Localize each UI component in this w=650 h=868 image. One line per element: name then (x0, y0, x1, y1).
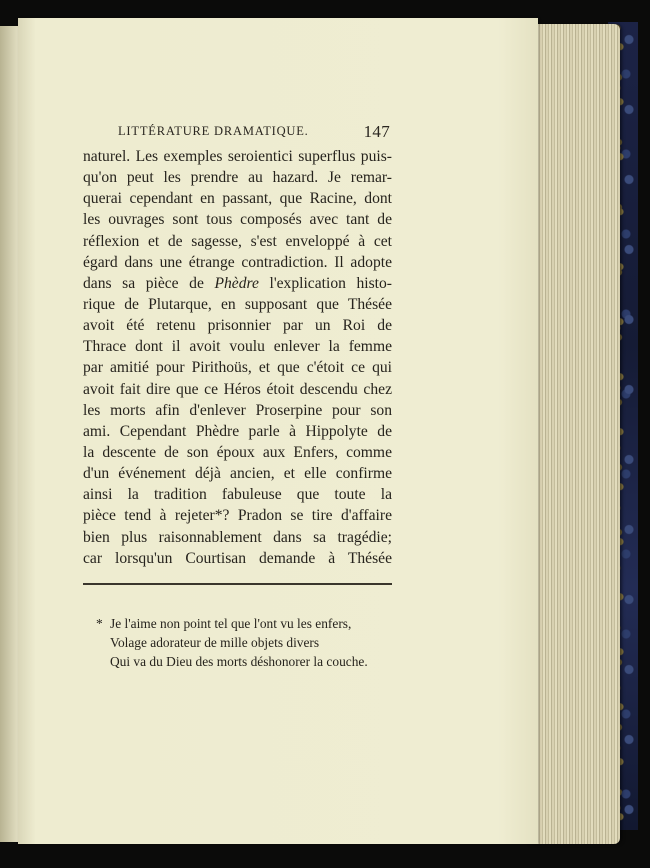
text-line: par amitié pour Pirithoüs, et que c'étoit ce qui (83, 359, 392, 377)
text-line: avoit été retenu prisonnier par un Roi de (83, 317, 392, 335)
text-line: la descente de son époux aux Enfers, comme (83, 443, 392, 461)
footnote-rule (83, 583, 392, 585)
running-head (118, 122, 390, 142)
previous-page-edge (0, 26, 20, 842)
text-line: bien plus raisonnablement dans sa tragédie; (83, 528, 392, 546)
text-line: réflexion et de sagesse, s'est enveloppé à cet (83, 232, 392, 250)
page-number: 147 (363, 122, 390, 141)
footnote (96, 614, 368, 671)
text-line: querai cependant en passant, que Racine, dont (83, 190, 392, 208)
text-line: naturel. Les exemples seroientici superflus puis- (83, 148, 392, 165)
text-line: qu'on peut les prendre au hazard. Je remar- (83, 169, 392, 187)
text-line: ainsi la tradition fabuleuse que toute la (83, 486, 392, 504)
text-line: rique de Plutarque, en supposant que Thésée (83, 295, 392, 313)
text-line: ami. Cependant Phèdre parle à Hippolyte de (83, 422, 392, 440)
footnote-text: Je l'aime non point tel que l'ont vu les enfers, (110, 616, 352, 631)
footnote-line (96, 614, 368, 633)
body-text (83, 146, 392, 569)
text-line: avoit fait dire que ce Héros étoit descendu chez (83, 380, 392, 398)
text-line: dans sa pièce de Phèdre l'explication histo- (83, 274, 393, 292)
text-line: pièce tend à rejeter*? Pradon se tire d'affaire (83, 507, 392, 525)
text-line: Thrace dont il avoit voulu enlever la femme (83, 338, 392, 356)
text-line: car lorsqu'un Courtisan demande à Thésée (83, 549, 392, 567)
play-title: Phèdre (214, 274, 259, 292)
footnote-line: Qui va du Dieu des morts déshonorer la couche. (110, 654, 368, 669)
text-line: les morts afin d'enlever Proserpine pour son (83, 401, 392, 419)
text-line: égard dans une étrange contradiction. Il adopte (83, 253, 392, 271)
text-line: les ouvrages sont tous composés avec tant de (83, 211, 392, 229)
text-line: d'un événement déjà ancien, et elle confirme (83, 465, 392, 483)
footnote-line: Volage adorateur de mille objets divers (110, 635, 320, 650)
running-head-title: LITTÉRATURE DRAMATIQUE. (118, 124, 309, 138)
footnote-mark: * (96, 616, 103, 631)
page-block-edge (528, 24, 620, 844)
